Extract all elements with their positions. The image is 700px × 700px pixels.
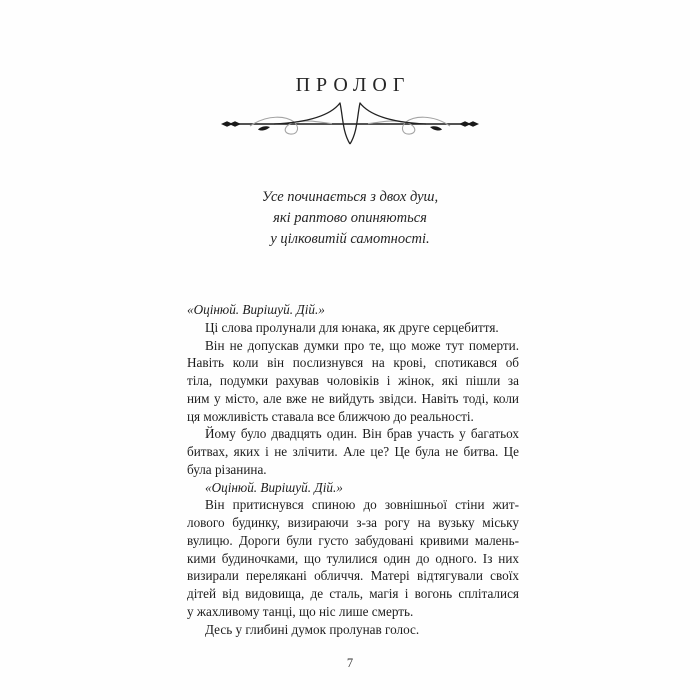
text-line: Він не допускав думки про те, що може тут померти. <box>205 337 519 353</box>
text-line: дітей від видовища, де сталь, магія і вогонь спліталися <box>187 586 519 601</box>
epigraph-line: які раптово опиняються <box>273 210 427 226</box>
text-line: «Оцінюй. Вирішуй. Дій.» <box>205 479 343 495</box>
text-line: ним у місто, але вже не вийдуть звідси. Навіть тоді, коли <box>187 390 519 406</box>
flourish-divider-icon <box>220 101 480 147</box>
text-line: Десь у глибині думок пролунав голос. <box>205 621 420 637</box>
paragraph <box>187 496 519 620</box>
text-line: лового будинку, визираючи з-за рогу на вузьку міську <box>187 515 519 530</box>
text-line: ця можливість ставала все ближчою до реальності. <box>187 408 474 424</box>
text-line: визирали перелякані обличчя. Матері відтягували своїх <box>187 568 519 584</box>
quote-paragraph <box>187 301 519 319</box>
paragraph <box>187 621 519 639</box>
text-line: «Оцінюй. Вирішуй. Дій.» <box>187 302 325 317</box>
page-title: ПРОЛОГ <box>295 74 411 96</box>
text-line: битвах, яких і не злічити. Але це? Це була не битва. Це <box>187 444 519 459</box>
text-line: Йому було двадцять один. Він брав участь у багатьох <box>205 426 519 442</box>
text-line: була різанина. <box>187 461 267 477</box>
quote-paragraph <box>187 479 519 497</box>
text-line: у жахливому танці, що ніс лише смерть. <box>187 603 414 619</box>
epigraph-line: у цілковитій самотності. <box>270 231 430 247</box>
text-line: кими будиночками, що тулилися один до одного. Із них <box>187 550 519 566</box>
epigraph-line: Усе починається з двох душ, <box>261 189 439 205</box>
body-text <box>187 301 519 638</box>
divider <box>220 101 480 147</box>
text-line: вулицю. Дороги були густо забудовані кривими малень- <box>187 532 519 548</box>
epigraph <box>0 187 700 250</box>
page-number: 7 <box>346 656 354 670</box>
paragraph <box>187 425 519 478</box>
text-line: Навіть коли він послизнувся на крові, спотикався об <box>187 355 519 371</box>
text-line: Ці слова пролунали для юнака, як друге серцебиття. <box>205 319 499 335</box>
paragraph <box>187 319 519 337</box>
paragraph <box>187 337 519 426</box>
text-line: тіла, подумки рахував чоловіків і жінок, які пішли за <box>187 373 519 388</box>
text-line: Він притиснувся спиною до зовнішньої стіни жит- <box>205 497 519 513</box>
